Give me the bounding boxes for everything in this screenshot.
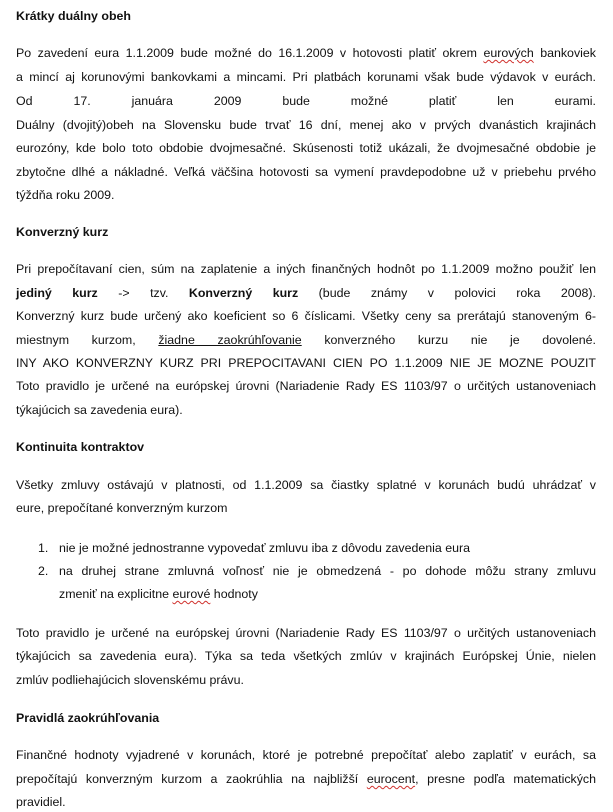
paragraph-line: prepočítajú konverzným kurzom a zaokrúhlia na najbližší eurocent, presne podľa matematických <box>16 772 596 786</box>
paragraph-line-caps: INY AKO KONVERZNY KURZ PRI PREPOCITAVANI CIEN PO 1.1.2009 NIE JE MOZNE POUZIT <box>16 356 596 370</box>
paragraph-line: zmlúv podliehajúcich slovenskému právu. <box>16 673 244 687</box>
paragraph-line: Od 17. januára 2009 bude možné platiť len eurami. <box>16 94 596 108</box>
list-item-number: 1. <box>38 541 49 555</box>
list-item-number: 2. <box>38 564 49 578</box>
paragraph-line: eure, prepočítané konverzným kurzom <box>16 501 228 515</box>
list-item: nie je možné jednostranne vypovedať zmluvu iba z dôvodu zavedenia eura <box>59 541 471 555</box>
paragraph-line: týždňa roku 2009. <box>16 188 115 202</box>
paragraph-line: Konverzný kurz bude určený ako koeficient so 6 číslicami. Všetky ceny sa prerátajú stanoveným 6- <box>16 309 596 323</box>
paragraph-line: Po zavedení eura 1.1.2009 bude možné do 16.1.2009 v hotovosti platiť okrem eurových bankoviek <box>16 46 596 60</box>
paragraph-line: týkajúcich sa zavedenia eura). <box>16 403 183 417</box>
list-item: na druhej strane zmluvná voľnosť nie je obmedzená - po dohode môžu strany zmluvu <box>59 564 596 578</box>
paragraph-line: eurozóny, kde bolo toto obdobie dvojmesačné. Skúsenosti totiž ukázali, že dvojmesačné obdobie je <box>16 141 596 155</box>
paragraph-line: miestnym kurzom, žiadne zaokrúhľovanie konverzného kurzu nie je dovolené. <box>16 333 596 347</box>
paragraph-line: týkajúcich sa zavedenia eura). Týka sa teda všetkých zmlúv v krajinách Európskej Únie, nielen <box>16 649 596 663</box>
list-item-continuation: zmeniť na explicitne eurové hodnoty <box>59 587 258 601</box>
paragraph-line: Toto pravidlo je určené na európskej úrovni (Nariadenie Rady ES 1103/97 o určitých ustanoveniach <box>16 379 596 393</box>
paragraph-line: Finančné hodnoty vyjadrené v korunách, ktoré je potrebné prepočítať alebo zaplatiť v eurách, sa <box>16 748 596 762</box>
paragraph-line: a mincí aj korunovými bankovkami a mincami. Pri platbách korunami však bude výdavok v eurách. <box>16 70 596 84</box>
paragraph-line: pravidiel. <box>16 795 66 809</box>
paragraph-line: Duálny (dvojitý)obeh na Slovensku bude trvať 16 dní, menej ako v prvých dvanástich krajinách <box>16 118 596 132</box>
heading-pravidla-zaokruhlovania: Pravidlá zaokrúhľovania <box>16 711 160 725</box>
paragraph-line: zbytočne dlhé a nákladné. Veľká väčšina hotovosti sa vymení pravdepodobne už v priebehu prvého <box>16 165 596 179</box>
heading-kontinuita-kontraktov: Kontinuita kontraktov <box>16 440 145 454</box>
paragraph-line: Toto pravidlo je určené na európskej úrovni (Nariadenie Rady ES 1103/97 o určitých ustanoveniach <box>16 626 596 640</box>
heading-kratky-dualny-obeh: Krátky duálny obeh <box>16 9 131 23</box>
paragraph-line: Pri prepočítavaní cien, súm na zaplatenie a iných finančných hodnôt po 1.1.2009 možno použiť len <box>16 262 596 276</box>
heading-konverzny-kurz: Konverzný kurz <box>16 225 109 239</box>
paragraph-line: jediný kurz -> tzv. Konverzný kurz (bude známy v polovici roka 2008). <box>16 286 596 300</box>
paragraph-line: Všetky zmluvy ostávajú v platnosti, od 1.1.2009 sa čiastky splatné v korunách budú uhrádzať v <box>16 478 596 492</box>
